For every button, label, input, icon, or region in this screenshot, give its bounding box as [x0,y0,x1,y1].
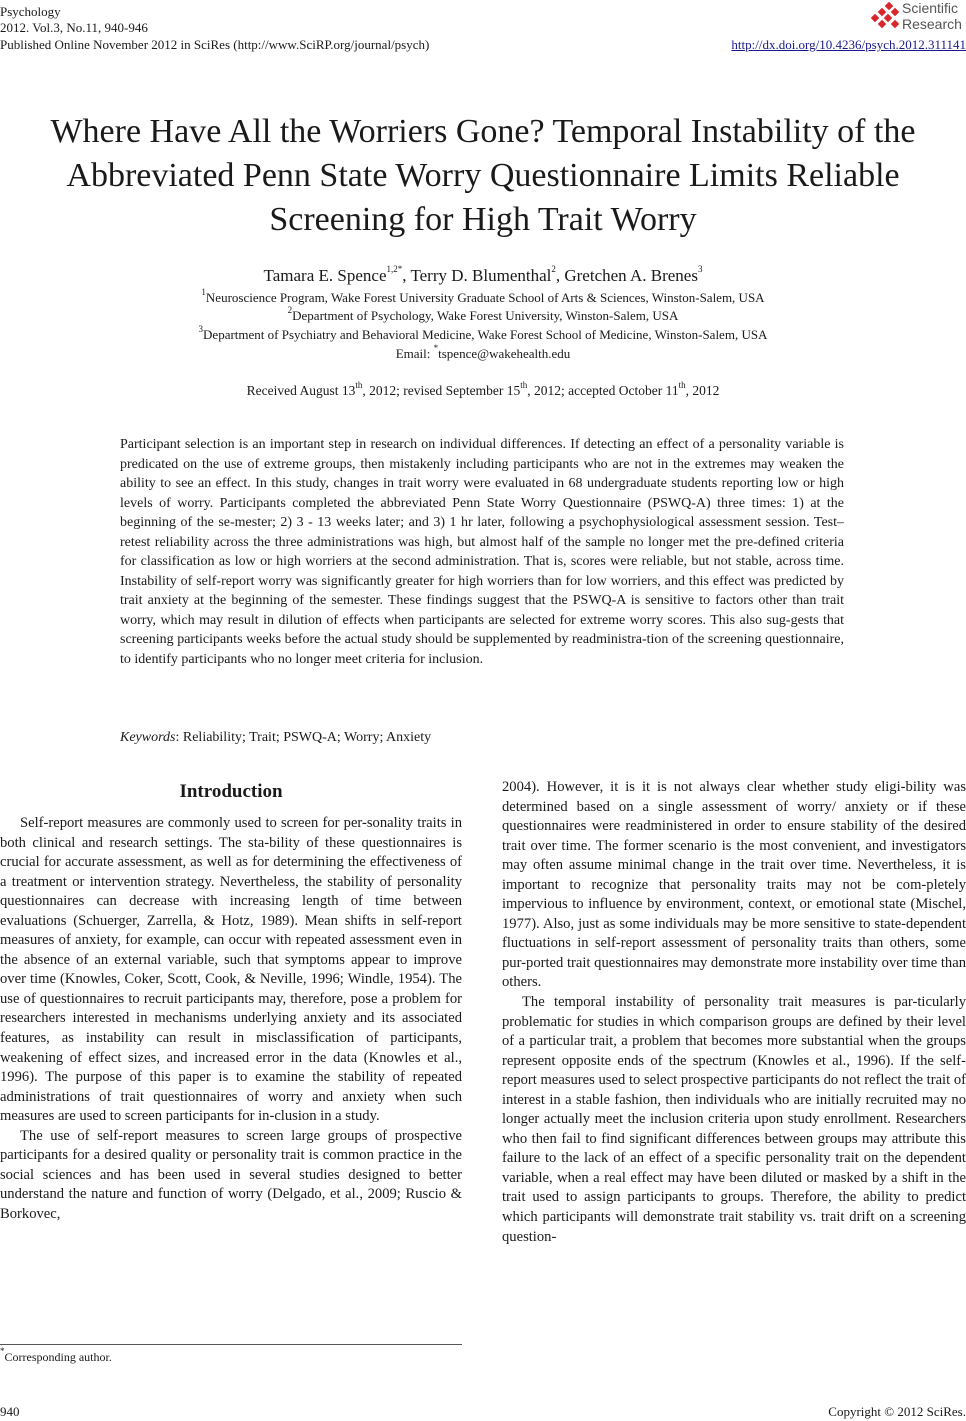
author-3: , Gretchen A. Brenes [555,266,698,285]
affiliation-1-text: Neuroscience Program, Wake Forest University Graduate School of Arts & Sciences, Winston-Salem, USA [205,290,765,305]
email-label: Email: [395,346,434,361]
affiliation-1-sup: 1 [201,286,206,297]
email-address[interactable]: tspence@wakehealth.edu [438,346,571,361]
paragraph-3: 2004). However, it is it is not always clear whether study eligi-bility was determined based on a single assessment of worry/ anxiety or if these questionnaires were readministered in order to ensure stability of the desired trait over time. The former scenario is the most convenient, and investigators may often assume minimal change in the trait over time. Nevertheless, it is important to recognize that personality traits may not be com-pletely impervious to influence by environment, context, or emotional state (Mischel, 1977). Also, just as some individuals may be more sensitive to state-dependent fluctuations in self-report assessment of personality traits than others, some pur-ported trait questionnaires may demonstrate more instability over time than others. [502,779,966,991]
scientific-research-logo [868,0,966,36]
logo-text-line1: Scientific [902,0,959,16]
keywords-text: : Reliability; Trait; PSWQ-A; Worry; Anxiety [175,730,432,745]
page-number: 940 [0,1404,20,1419]
affiliation-3 [0,323,966,344]
left-column [0,778,462,1224]
footnote-divider [0,1344,462,1345]
received-text-3: , 2012; accepted October 11 [527,383,679,398]
author-3-sup: 3 [697,264,703,275]
volume-info: 2012. Vol.3, No.11, 940-946 [0,20,148,35]
affiliation-3-text: Department of Psychiatry and Behavioral Medicine, Wake Forest School of Medicine, Winston-Salem, USA [203,327,768,342]
logo-text-line2: Research [902,16,962,32]
paragraph-2: The use of self-report measures to screen large groups of prospective participants for a desired quality or personality trait is common practice in the social sciences and has been used in several studies designed to better understand the nature and function of worry (Delgado, et al., 2009; Ruscio & Borkovec, [0,1127,462,1222]
keywords-label: Keywords [120,730,176,745]
copyright: Copyright © 2012 SciRes. [828,1404,966,1419]
keywords [120,728,431,747]
author-list [0,266,966,286]
received-text-4: , 2012 [685,383,720,398]
affiliation-2-text: Department of Psychology, Wake Forest University, Winston-Salem, USA [292,308,679,323]
received-dates [0,379,966,400]
right-column [502,778,966,1247]
journal-name: Psychology [0,4,61,19]
author-2: , Terry D. Blumenthal [402,266,552,285]
received-sup-3: th [678,379,686,390]
doi-link[interactable]: http://dx.doi.org/10.4236/psych.2012.311141 [731,37,966,52]
footnote-sup: * [0,1346,5,1356]
author-1: Tamara E. Spence [263,266,387,285]
footnote [0,1346,112,1364]
author-1-sup: 1,2* [386,264,403,275]
logo-diamonds-icon [868,2,902,32]
paragraph-1: Self-report measures are commonly used to screen for per-sonality traits in both clinical and research settings. The sta-bility of these questionnaires is crucial for accurate assessment, as well as for determining the effectiveness of a treatment or intervention strategy. Nevertheless, the stability of personality questionnaires can decrease with increasing length of time between evaluations (Schuerger, Zarrella, & Hotz, 1989). Mean shifts in self-report measures of anxiety, for example, can occur with repeated assessment even in the absence of an external variable, such that symptoms appear to improve over time (Knowles, Coker, Scott, Cook, & Neville, 1996; Windle, 1954). The use of questionnaires to recruit participants may, therefore, pose a problem for researchers interested in mechanisms underlying anxiety and its associated features, as instability can result in misclassification of participants, weakening of effect sizes, and increased error in the data (Knowles et al., 1996). The purpose of this paper is to examine the stability of repeated administrations of trait questionnaires of worry and anxiety when such measures are used to screen participants for in-clusion in a study. [0,815,462,1125]
affiliation-2 [0,304,966,325]
paper-title: Where Have All the Worriers Gone? Temporal Instability of the Abbreviated Penn State Worry Questionnaire Limits Reliable Screening for High Trait Worry [50,113,916,238]
footnote-text: Corresponding author. [4,1350,112,1364]
received-text-1: Received August 13 [246,383,356,398]
affiliation-3-sup: 3 [198,323,204,334]
author-2-sup: 2 [551,264,556,275]
received-text-2: , 2012; revised September 15 [362,383,521,398]
received-sup-1: th [355,379,363,390]
section-heading-introduction: Introduction [179,781,283,802]
paragraph-4: The temporal instability of personality trait measures is par-ticularly problematic for studies in which comparison groups are defined by their level of a particular trait, a problem that becomes more substantial when the groups represent opposite ends of the spectrum (Knowles et al., 1996). If the self-report measures used to select prospective participants do not reflect the trait of interest in a stable fashion, then individuals who are initially recruited may no longer actually meet the inclusion criteria upon study enrollment. Researchers who then fail to find significant differences between groups may attribute this failure to the lack of an effect of a specific personality trait on the dependent variable, when a real effect may have been diluted or masked by a shift in the trait used to assign participants to groups. Therefore, the ability to predict which participants will demonstrate trait stability vs. trait drift on a screening question- [502,994,966,1245]
affiliation-1 [0,286,966,307]
affiliation-2-sup: 2 [287,304,293,315]
published-info: Published Online November 2012 in SciRes (http://www.SciRP.org/journal/psych) [0,37,430,52]
received-sup-2: th [520,379,528,390]
email-sup: * [433,342,439,353]
abstract: Participant selection is an important step in research on individual differences. If detecting an effect of a personality variable is predicated on the use of extreme groups, then mistakenly including participants who are not in the extremes may weaken the ability to see an effect. In this study, changes in trait worry were evaluated in 68 undergraduate students reporting low or high levels of worry. Participants completed the abbreviated Penn State Worry Questionnaire (PSWQ-A) three times: 1) at the beginning of the se-mester; 2) 3 - 13 weeks later; and 3) 1 hr later, following a psychophysiological assessment session. Test–retest reliability across the three administrations was high, but almost half of the sample no longer met the pre-defined criteria for classification as low or high worriers at the second administration. That is, scores were reliable, but not stable, across time. Instability of self-report worry was significantly greater for high worriers than for low worriers, and this effect was predicted by trait anxiety at the beginning of the semester. These findings suggest that the PSWQ-A is sensitive to factors other than trait worry, which may result in dilution of effects when participants are selected for extreme worry scores. This also sug-gests that screening participants weeks before the actual study should be supplemented by readministra-tion of the screening questionnaire, to identify participants who no longer meet criteria for inclusion. [120,437,844,667]
email-line [0,342,966,363]
